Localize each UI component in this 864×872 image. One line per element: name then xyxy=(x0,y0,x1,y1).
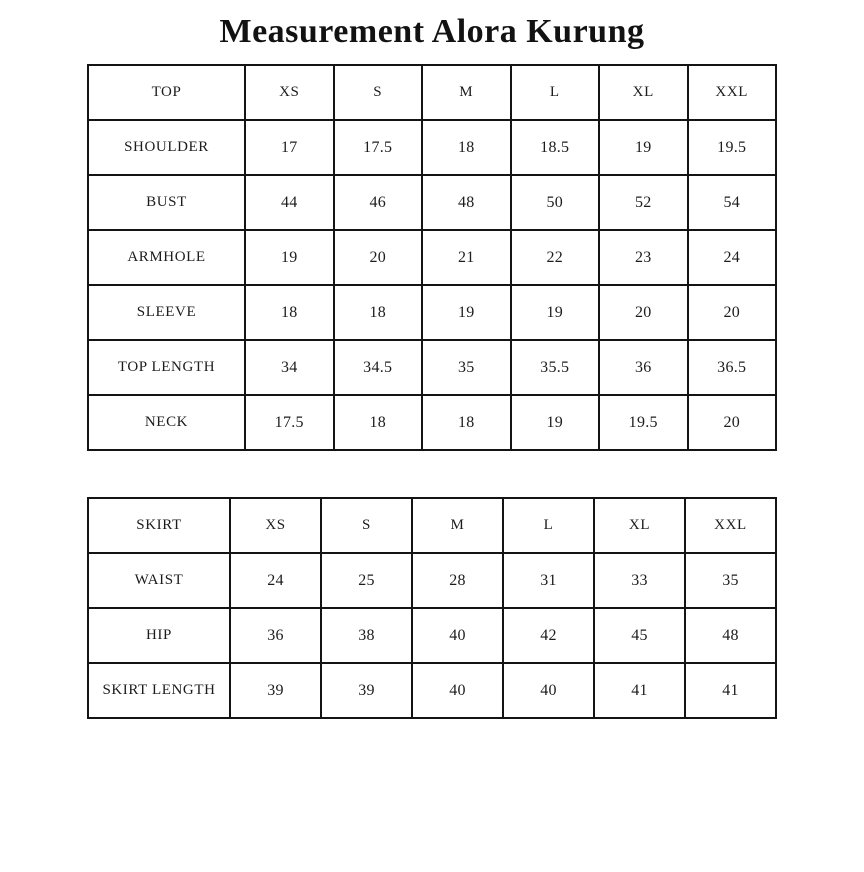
measurement-row xyxy=(88,553,776,608)
size-header-cell: XS xyxy=(245,65,334,120)
value-cell: 31 xyxy=(503,553,594,608)
value-cell: 40 xyxy=(412,608,503,663)
size-header-cell: XL xyxy=(594,498,685,553)
measurement-sheet xyxy=(0,8,864,719)
value-cell: 52 xyxy=(599,175,688,230)
measurement-row xyxy=(88,608,776,663)
value-cell: 36 xyxy=(230,608,321,663)
size-header-cell: XXL xyxy=(688,65,777,120)
value-cell: 19 xyxy=(245,230,334,285)
skirt-measurement-table xyxy=(87,497,777,719)
value-cell: 21 xyxy=(422,230,511,285)
value-cell: 34.5 xyxy=(334,340,423,395)
value-cell: 18 xyxy=(422,395,511,450)
table-title-cell: TOP xyxy=(88,65,245,120)
size-header-cell: M xyxy=(422,65,511,120)
value-cell: 33 xyxy=(594,553,685,608)
value-cell: 39 xyxy=(321,663,412,718)
measurement-row xyxy=(88,285,776,340)
value-cell: 54 xyxy=(688,175,777,230)
row-label-cell: WAIST xyxy=(88,553,230,608)
value-cell: 19 xyxy=(422,285,511,340)
table-title-cell: SKIRT xyxy=(88,498,230,553)
row-label-cell: HIP xyxy=(88,608,230,663)
row-label-cell: ARMHOLE xyxy=(88,230,245,285)
value-cell: 24 xyxy=(230,553,321,608)
measurement-row xyxy=(88,340,776,395)
value-cell: 35 xyxy=(422,340,511,395)
header-row xyxy=(88,65,776,120)
value-cell: 40 xyxy=(503,663,594,718)
value-cell: 42 xyxy=(503,608,594,663)
value-cell: 36.5 xyxy=(688,340,777,395)
value-cell: 39 xyxy=(230,663,321,718)
measurement-row xyxy=(88,663,776,718)
value-cell: 19.5 xyxy=(599,395,688,450)
value-cell: 17 xyxy=(245,120,334,175)
value-cell: 18 xyxy=(422,120,511,175)
value-cell: 24 xyxy=(688,230,777,285)
header-row xyxy=(88,498,776,553)
value-cell: 35 xyxy=(685,553,776,608)
value-cell: 20 xyxy=(688,285,777,340)
value-cell: 18.5 xyxy=(511,120,600,175)
size-header-cell: S xyxy=(334,65,423,120)
value-cell: 28 xyxy=(412,553,503,608)
value-cell: 50 xyxy=(511,175,600,230)
value-cell: 22 xyxy=(511,230,600,285)
top-measurement-table xyxy=(87,64,777,451)
value-cell: 25 xyxy=(321,553,412,608)
value-cell: 19 xyxy=(599,120,688,175)
value-cell: 44 xyxy=(245,175,334,230)
size-header-cell: XL xyxy=(599,65,688,120)
value-cell: 36 xyxy=(599,340,688,395)
measurement-row xyxy=(88,395,776,450)
value-cell: 17.5 xyxy=(334,120,423,175)
row-label-cell: TOP LENGTH xyxy=(88,340,245,395)
page-title: Measurement Alora Kurung xyxy=(219,13,645,50)
value-cell: 48 xyxy=(422,175,511,230)
measurement-row xyxy=(88,120,776,175)
size-header-cell: XXL xyxy=(685,498,776,553)
value-cell: 41 xyxy=(685,663,776,718)
value-cell: 19 xyxy=(511,395,600,450)
size-header-cell: M xyxy=(412,498,503,553)
row-label-cell: SLEEVE xyxy=(88,285,245,340)
value-cell: 45 xyxy=(594,608,685,663)
row-label-cell: SKIRT LENGTH xyxy=(88,663,230,718)
value-cell: 18 xyxy=(334,395,423,450)
value-cell: 18 xyxy=(245,285,334,340)
value-cell: 18 xyxy=(334,285,423,340)
value-cell: 46 xyxy=(334,175,423,230)
value-cell: 19.5 xyxy=(688,120,777,175)
value-cell: 20 xyxy=(688,395,777,450)
value-cell: 34 xyxy=(245,340,334,395)
value-cell: 20 xyxy=(599,285,688,340)
row-label-cell: BUST xyxy=(88,175,245,230)
size-header-cell: L xyxy=(511,65,600,120)
value-cell: 19 xyxy=(511,285,600,340)
value-cell: 20 xyxy=(334,230,423,285)
value-cell: 40 xyxy=(412,663,503,718)
value-cell: 38 xyxy=(321,608,412,663)
size-header-cell: L xyxy=(503,498,594,553)
value-cell: 23 xyxy=(599,230,688,285)
value-cell: 41 xyxy=(594,663,685,718)
value-cell: 35.5 xyxy=(511,340,600,395)
size-header-cell: S xyxy=(321,498,412,553)
value-cell: 48 xyxy=(685,608,776,663)
row-label-cell: NECK xyxy=(88,395,245,450)
value-cell: 17.5 xyxy=(245,395,334,450)
row-label-cell: SHOULDER xyxy=(88,120,245,175)
measurement-row xyxy=(88,230,776,285)
measurement-row xyxy=(88,175,776,230)
size-header-cell: XS xyxy=(230,498,321,553)
